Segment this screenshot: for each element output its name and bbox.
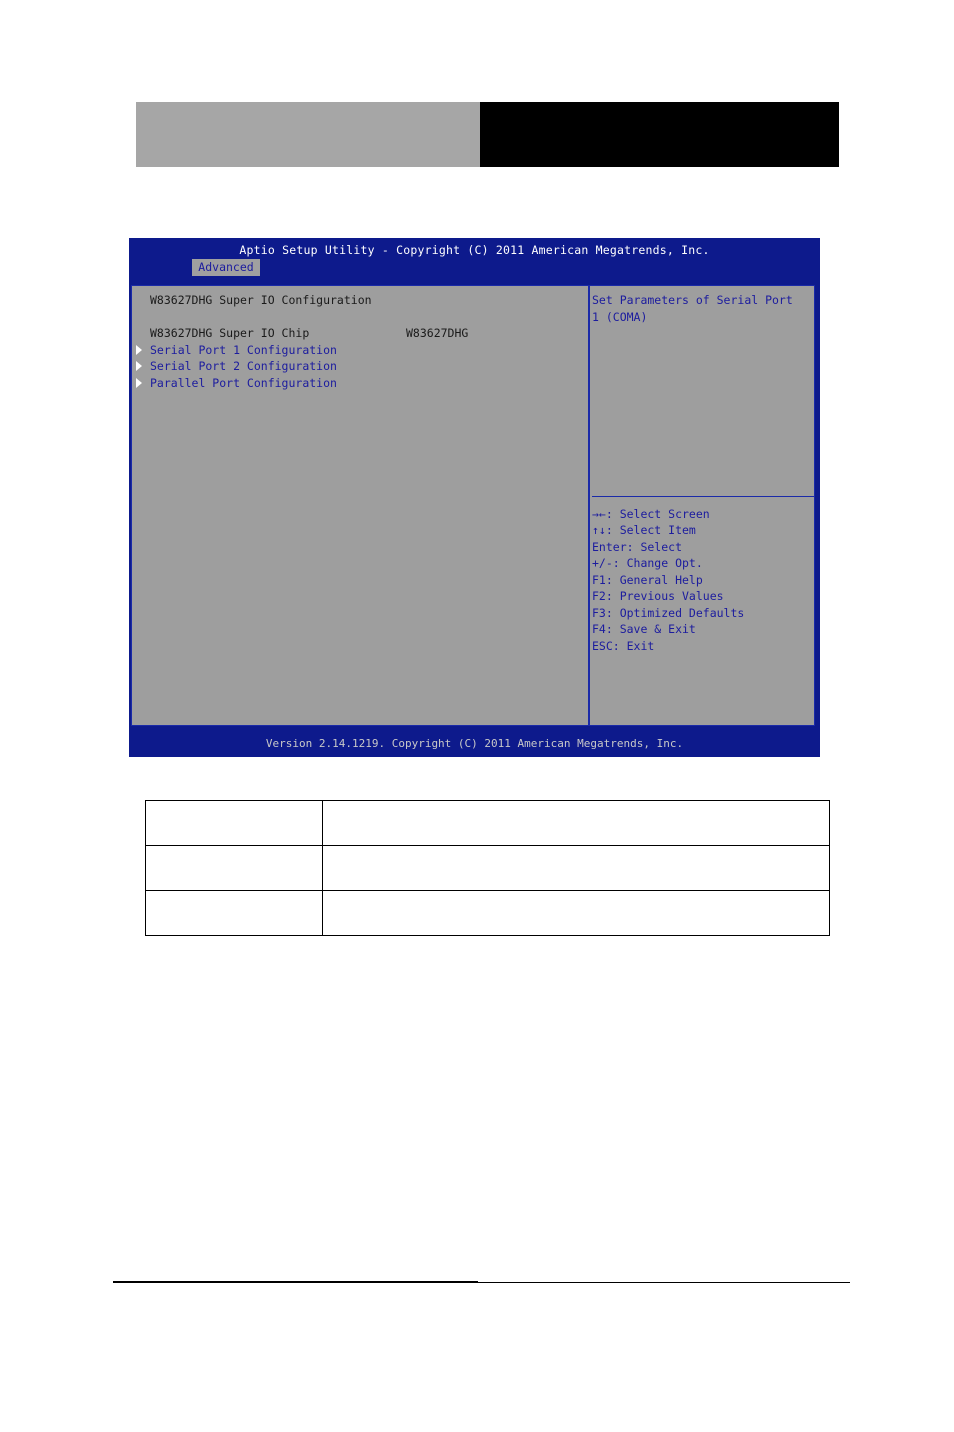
bios-title: Aptio Setup Utility - Copyright (C) 2011 American Megatrends, Inc. xyxy=(239,243,710,257)
footer-rule-thin xyxy=(478,1282,850,1283)
key-help-f2: F2: Previous Values xyxy=(592,589,724,603)
key-help-f3: F3: Optimized Defaults xyxy=(592,606,745,620)
submenu-arrow-icon xyxy=(136,361,142,371)
menu-item-serial-port-2[interactable]: Serial Port 2 Configuration xyxy=(150,359,337,373)
table-cell xyxy=(146,846,323,891)
option-table xyxy=(145,800,830,936)
table-row xyxy=(146,891,830,936)
chip-value: W83627DHG xyxy=(406,326,469,340)
help-text-line: Set Parameters of Serial Port xyxy=(592,293,793,307)
bios-screen xyxy=(129,238,820,757)
header-bar-black xyxy=(480,102,839,167)
table-row xyxy=(146,846,830,891)
key-help-enter: Enter: Select xyxy=(592,540,683,554)
key-help-select-screen: →←: Select Screen xyxy=(592,507,710,521)
bios-footer: Version 2.14.1219. Copyright (C) 2011 American Megatrends, Inc. xyxy=(265,737,684,750)
key-help-esc: ESC: Exit xyxy=(592,639,655,653)
submenu-arrow-icon xyxy=(136,345,142,355)
key-help-f1: F1: General Help xyxy=(592,573,703,587)
table-row xyxy=(146,801,830,846)
submenu-arrow-icon xyxy=(136,378,142,388)
panel-divider-vertical xyxy=(588,285,590,726)
table-cell xyxy=(323,801,830,846)
table-cell xyxy=(323,891,830,936)
help-divider-horizontal xyxy=(592,496,814,497)
table-cell xyxy=(146,801,323,846)
key-help-change-opt: +/-: Change Opt. xyxy=(592,556,703,570)
header-bar-gray xyxy=(136,102,480,167)
tab-advanced[interactable]: Advanced xyxy=(192,259,260,276)
menu-item-parallel-port[interactable]: Parallel Port Configuration xyxy=(150,376,337,390)
table-cell xyxy=(323,846,830,891)
help-text-line: 1 (COMA) xyxy=(592,310,648,324)
table-cell xyxy=(146,891,323,936)
footer-rule xyxy=(113,1281,478,1283)
section-title: W83627DHG Super IO Configuration xyxy=(150,293,372,307)
chip-label: W83627DHG Super IO Chip xyxy=(150,326,310,340)
key-help-f4: F4: Save & Exit xyxy=(592,622,696,636)
menu-item-serial-port-1[interactable]: Serial Port 1 Configuration xyxy=(150,343,337,357)
key-help-select-item: ↑↓: Select Item xyxy=(592,523,696,537)
